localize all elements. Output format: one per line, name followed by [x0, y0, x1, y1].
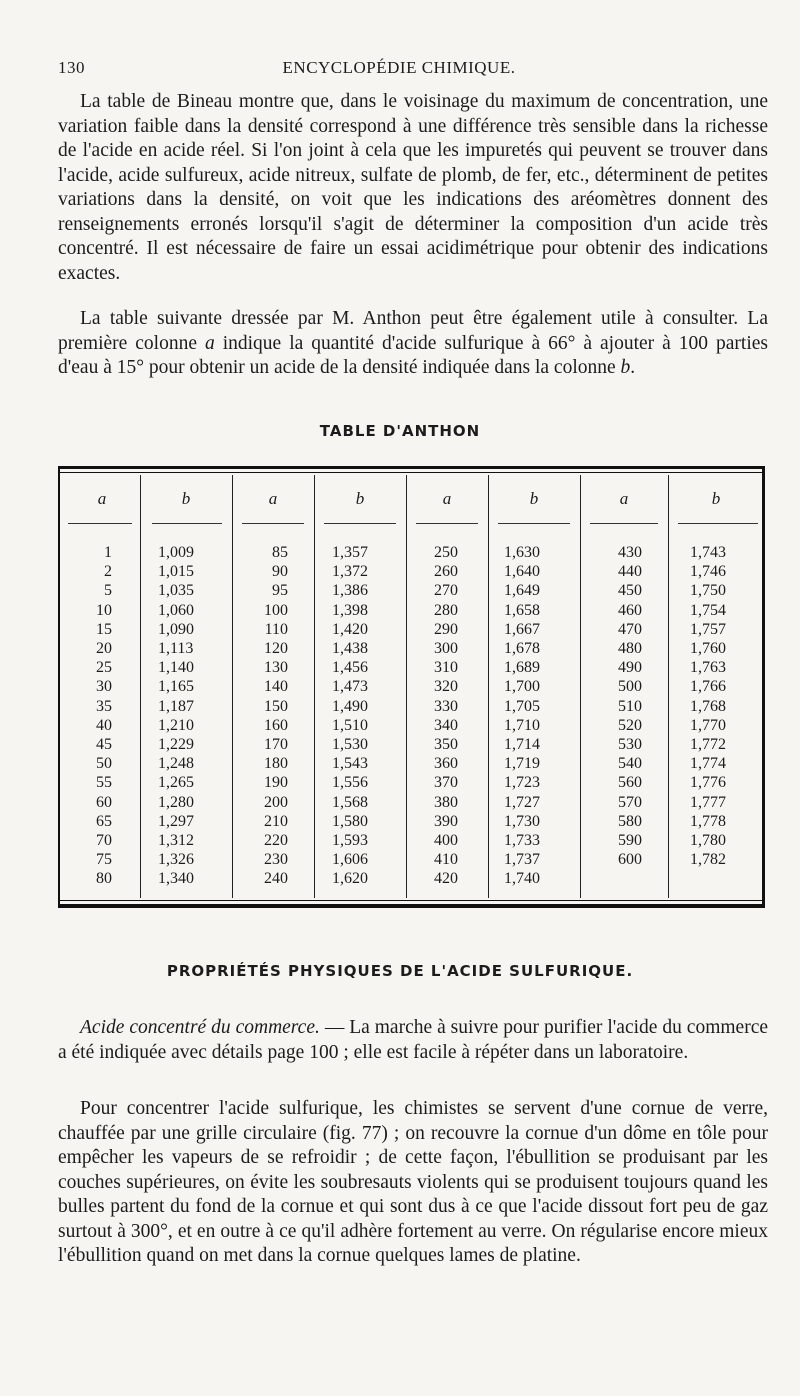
- table-cell: 1,510: [332, 716, 368, 734]
- column-header-b: b: [181, 489, 191, 508]
- table-cell: 590: [618, 832, 642, 850]
- table-cell: 1,658: [504, 601, 540, 619]
- table-column-b: [504, 543, 576, 889]
- table-cell: 1,580: [332, 812, 368, 830]
- table-cell: 1,357: [332, 544, 368, 561]
- table-cell: 500: [618, 678, 642, 696]
- table-divider: [140, 475, 141, 898]
- table-divider: [580, 475, 581, 898]
- table-cell: 400: [434, 832, 458, 850]
- section-title: PROPRIÉTÉS PHYSIQUES DE L'ACIDE SULFURIQUE.: [166, 962, 634, 980]
- table-cell: 1,140: [158, 659, 194, 677]
- header-underline: [68, 523, 132, 524]
- header-underline: [590, 523, 658, 524]
- table-cell: 410: [434, 851, 458, 869]
- table-cell: 1,543: [332, 755, 368, 773]
- header-underline: [324, 523, 396, 524]
- table-cell: 1,733: [504, 832, 540, 850]
- table-cell: 170: [264, 736, 288, 754]
- table-cell: 230: [264, 851, 288, 869]
- table-cell: 1,719: [504, 755, 540, 773]
- column-header-a: a: [442, 489, 452, 508]
- table-cell: 45: [96, 736, 112, 754]
- table-cell: 1,770: [690, 716, 726, 734]
- table-cell: 1,229: [158, 736, 194, 754]
- table-cell: 140: [264, 678, 288, 696]
- table-cell: 1,763: [690, 659, 726, 677]
- table-cell: 1,530: [332, 736, 368, 754]
- table-divider: [406, 475, 407, 898]
- table-cell: 1,438: [332, 640, 368, 658]
- table-cell: 1,723: [504, 774, 540, 792]
- table-cell: 1,009: [158, 544, 194, 561]
- table-cell: 280: [434, 601, 458, 619]
- table-cell: 100: [264, 601, 288, 619]
- table-cell: 1,326: [158, 851, 194, 869]
- table-cell: 1,630: [504, 544, 540, 561]
- table-cell: 1,456: [332, 659, 368, 677]
- table-cell: 1,750: [690, 582, 726, 600]
- paragraph-anthon-text-1: La table suivante dressée par M. Anthon peut être également utile à consulter. La première colonne: [58, 308, 768, 354]
- table-cell: 5: [104, 582, 112, 600]
- table-cell: 1,620: [332, 870, 368, 888]
- table-cell: 1,776: [690, 774, 726, 792]
- table-cell: 490: [618, 659, 642, 677]
- paragraph-anthon-end: .: [630, 357, 636, 378]
- table-column-b: [158, 543, 228, 889]
- table-cell: 95: [272, 582, 288, 600]
- paragraph-anthon-text-2: indique la quantité d'acide sulfurique à 66° à ajouter à 100 parties d'eau à 15° pour obtenir un acide de la densité indiquée dans la colonne: [58, 332, 768, 378]
- paragraph-concentration-text: Pour concentrer l'acide sulfurique, les chimistes se servent d'une cornue de verre, chauffée par une grille circulaire (fig. 77) ; on recouvre la cornue d'un dôme en tôle pour empêcher les vapeurs de se refroidir ; de cette façon, l'ébullition se produisant par les couches supérieures, on évite les soubresauts violents qui se produisent toujours quand les bulles partent du fond de la cornue et qui sont dus à ce que l'acide dissout fort peu de gaz surtout à 300°, et en outre à ce qu'il adhère fortement au verre. On régularise encore mieux l'ébullition quand on met dans la cornue quelques lames de platine.: [58, 1098, 768, 1266]
- table-cell: 1,490: [332, 697, 368, 715]
- column-header-a: a: [268, 489, 278, 508]
- table-cell: 55: [96, 774, 112, 792]
- column-header-b: b: [355, 489, 365, 508]
- table-cell: 1,782: [690, 851, 726, 869]
- table-cell: 75: [96, 851, 112, 869]
- header-underline: [152, 523, 222, 524]
- header-underline: [498, 523, 570, 524]
- table-cell: 370: [434, 774, 458, 792]
- table-cell: 2: [104, 563, 112, 581]
- table-cell: 10: [96, 601, 112, 619]
- table-cell: 70: [96, 832, 112, 850]
- table-cell: 1,090: [158, 620, 194, 638]
- table-cell: 1,398: [332, 601, 368, 619]
- table-cell: 520: [618, 716, 642, 734]
- table-column-a: [588, 543, 642, 869]
- table-cell: 1,473: [332, 678, 368, 696]
- table-cell: 320: [434, 678, 458, 696]
- table-cell: 1,420: [332, 620, 368, 638]
- table-cell: 1,746: [690, 563, 726, 581]
- table-cell: 85: [272, 544, 288, 561]
- table-divider: [668, 475, 669, 898]
- table-cell: 120: [264, 640, 288, 658]
- paragraph-commercial-acid-lead: Acide concentré du commerce.: [80, 1017, 320, 1038]
- table-cell: 330: [434, 697, 458, 715]
- table-cell: 1,210: [158, 716, 194, 734]
- column-header-b: b: [529, 489, 539, 508]
- table-cell: 15: [96, 620, 112, 638]
- table-cell: 1,187: [158, 697, 194, 715]
- table-cell: 1,556: [332, 774, 368, 792]
- paragraph-commercial-acid-text: — La marche à suivre pour purifier l'acide du commerce a été indiquée avec détails page 100 ; elle est facile à répéter dans un laboratoire.: [58, 1017, 769, 1063]
- table-cell: 1,248: [158, 755, 194, 773]
- table-cell: 300: [434, 640, 458, 658]
- table-divider: [488, 475, 489, 898]
- paragraph-concentration: [58, 1097, 768, 1269]
- running-header: [58, 58, 740, 80]
- table-cell: 1,060: [158, 601, 194, 619]
- table-column-b: [690, 543, 760, 869]
- table-cell: 430: [618, 544, 642, 561]
- table-cell: 1,740: [504, 870, 540, 888]
- table-cell: 310: [434, 659, 458, 677]
- table-cell: 600: [618, 851, 642, 869]
- table-cell: 1,689: [504, 659, 540, 677]
- table-cell: 180: [264, 755, 288, 773]
- table-cell: 570: [618, 793, 642, 811]
- table-cell: 540: [618, 755, 642, 773]
- table-cell: 1,372: [332, 563, 368, 581]
- table-cell: 350: [434, 736, 458, 754]
- table-cell: 1,015: [158, 563, 194, 581]
- table-cell: 1,777: [690, 793, 726, 811]
- column-header-b: b: [711, 489, 721, 508]
- table-divider: [232, 475, 233, 898]
- table-cell: 1,774: [690, 755, 726, 773]
- table-divider: [314, 475, 315, 898]
- table-cell: 1,678: [504, 640, 540, 658]
- table-cell: 25: [96, 659, 112, 677]
- table-cell: 580: [618, 812, 642, 830]
- table-cell: 290: [434, 620, 458, 638]
- table-cell: 1,035: [158, 582, 194, 600]
- table-cell: 250: [434, 544, 458, 561]
- column-a-ref: a: [204, 332, 215, 354]
- table-cell: 470: [618, 620, 642, 638]
- table-cell: 1,340: [158, 870, 194, 888]
- table-column-b: [332, 543, 402, 889]
- table-cell: 1,780: [690, 832, 726, 850]
- table-cell: 560: [618, 774, 642, 792]
- header-underline: [678, 523, 758, 524]
- table-cell: 1,386: [332, 582, 368, 600]
- table-cell: 1,593: [332, 832, 368, 850]
- table-cell: 1,606: [332, 851, 368, 869]
- table-cell: 1,312: [158, 832, 194, 850]
- table-cell: 1,737: [504, 851, 540, 869]
- table-cell: 240: [264, 870, 288, 888]
- table-cell: 1,667: [504, 620, 540, 638]
- table-cell: 130: [264, 659, 288, 677]
- table-cell: 1,730: [504, 812, 540, 830]
- table-cell: 260: [434, 563, 458, 581]
- table-cell: 510: [618, 697, 642, 715]
- column-header-a: a: [619, 489, 629, 508]
- table-cell: 30: [96, 678, 112, 696]
- table-cell: 440: [618, 563, 642, 581]
- table-cell: 530: [618, 736, 642, 754]
- table-cell: 360: [434, 755, 458, 773]
- table-cell: 380: [434, 793, 458, 811]
- table-cell: 1: [104, 544, 112, 561]
- table-cell: 1,760: [690, 640, 726, 658]
- table-cell: 65: [96, 812, 112, 830]
- table-cell: 1,700: [504, 678, 540, 696]
- table-cell: 460: [618, 601, 642, 619]
- table-cell: 1,757: [690, 620, 726, 638]
- table-cell: 50: [96, 755, 112, 773]
- table-cell: 1,766: [690, 678, 726, 696]
- table-cell: 340: [434, 716, 458, 734]
- header-underline: [242, 523, 304, 524]
- table-cell: 35: [96, 697, 112, 715]
- table-cell: 1,754: [690, 601, 726, 619]
- table-cell: 110: [264, 620, 288, 638]
- table-inner-top-rule: [60, 472, 762, 473]
- table-cell: 1,640: [504, 563, 540, 581]
- table-cell: 1,297: [158, 812, 194, 830]
- table-cell: 1,714: [504, 736, 540, 754]
- running-title: ENCYCLOPÉDIE CHIMIQUE.: [282, 58, 516, 77]
- table-cell: 1,743: [690, 544, 726, 561]
- table-cell: 20: [96, 640, 112, 658]
- table-cell: 1,710: [504, 716, 540, 734]
- anthon-table: [58, 466, 765, 908]
- page-number: 130: [58, 58, 85, 77]
- table-cell: 40: [96, 716, 112, 734]
- table-cell: 1,778: [690, 812, 726, 830]
- table-cell: 270: [434, 582, 458, 600]
- table-cell: 1,727: [504, 793, 540, 811]
- table-cell: 450: [618, 582, 642, 600]
- table-cell: 90: [272, 563, 288, 581]
- table-column-a: [410, 543, 458, 889]
- table-cell: 200: [264, 793, 288, 811]
- table-cell: 1,113: [158, 640, 194, 658]
- table-cell: 1,165: [158, 678, 194, 696]
- table-cell: 80: [96, 870, 112, 888]
- table-cell: 1,768: [690, 697, 726, 715]
- table-cell: 190: [264, 774, 288, 792]
- table-cell: 1,772: [690, 736, 726, 754]
- paragraph-bineau: [58, 90, 768, 286]
- table-cell: 390: [434, 812, 458, 830]
- table-cell: 210: [264, 812, 288, 830]
- column-b-ref: b: [620, 357, 631, 378]
- paragraph-anthon-intro: [58, 307, 768, 381]
- table-title: TABLE D'ANTHON: [319, 422, 481, 440]
- table-cell: 1,280: [158, 793, 194, 811]
- table-cell: 1,265: [158, 774, 194, 792]
- paragraph-bineau-text: La table de Bineau montre que, dans le voisinage du maximum de concentration, une variation faible dans la densité correspond à une différence très sensible dans la richesse de l'acide en acide réel. Si l'on joint à cela que les impuretés qui peuvent se trouver dans l'acide, acide sulfureux, acide nitreux, sulfate de plomb, de fer, etc., déterminent de petites variations dans la densité, on voit que les indications des aréomètres donnent des renseignements erronés lorsqu'il s'agit de déterminer la composition d'un acide très concentré. Il est nécessaire de faire un essai acidimétrique pour obtenir des indications exactes.: [58, 91, 768, 284]
- table-cell: 420: [434, 870, 458, 888]
- table-cell: 60: [96, 793, 112, 811]
- table-cell: 160: [264, 716, 288, 734]
- paragraph-commercial-acid: [58, 1016, 768, 1065]
- table-column-a: [68, 543, 112, 889]
- table-cell: 150: [264, 697, 288, 715]
- table-cell: 480: [618, 640, 642, 658]
- column-header-a: a: [97, 489, 107, 508]
- header-underline: [416, 523, 478, 524]
- table-cell: 1,649: [504, 582, 540, 600]
- table-inner-bottom-rule: [60, 900, 762, 901]
- table-cell: 1,705: [504, 697, 540, 715]
- table-cell: 1,568: [332, 793, 368, 811]
- table-column-a: [238, 543, 288, 889]
- table-cell: 220: [264, 832, 288, 850]
